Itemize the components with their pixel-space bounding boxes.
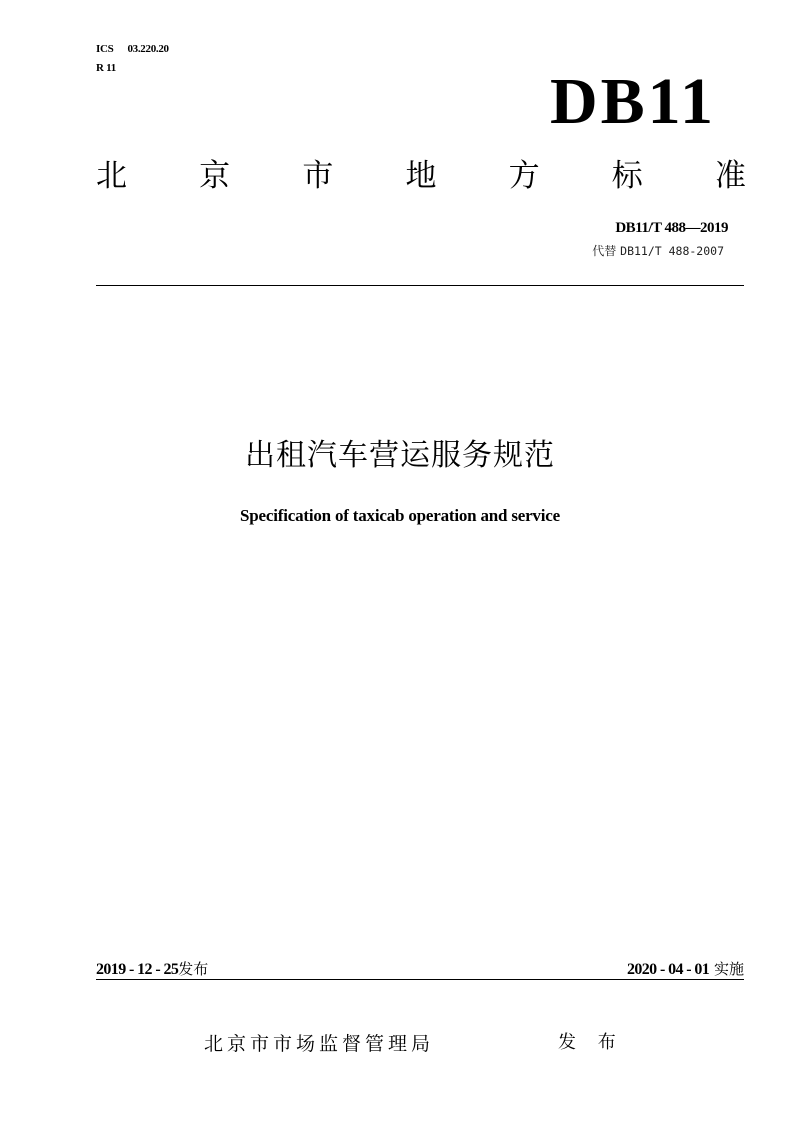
issue-date: 2019 - 12 - 25 bbox=[96, 961, 179, 978]
ics-label: ICS bbox=[96, 43, 114, 55]
implementation-date-line bbox=[627, 958, 744, 981]
bottom-divider bbox=[96, 979, 744, 980]
ccs-label: R bbox=[96, 62, 104, 74]
issuer-name: 北京市市场监督管理局 bbox=[204, 1033, 435, 1055]
standard-type-char: 方 bbox=[508, 158, 540, 194]
document-title-en: Specification of taxicab operation and service bbox=[240, 506, 560, 525]
standard-number: DB11/T 488—2019 bbox=[615, 220, 728, 236]
ccs-value: 11 bbox=[106, 62, 116, 74]
top-divider bbox=[96, 285, 744, 286]
ics-value: 03.220.20 bbox=[127, 43, 169, 55]
ics-row bbox=[96, 42, 169, 61]
standard-type-char: 地 bbox=[405, 158, 437, 194]
standard-type-char: 准 bbox=[714, 158, 746, 194]
standard-type-char: 京 bbox=[199, 158, 231, 194]
issue-word: 发布 bbox=[178, 960, 209, 978]
classification-block bbox=[96, 42, 169, 80]
db-logo: DB11 bbox=[549, 65, 716, 138]
ccs-row bbox=[96, 61, 169, 80]
standard-type-char: 市 bbox=[302, 158, 334, 194]
standard-type-char: 标 bbox=[611, 158, 643, 194]
replaces-label: 代替 bbox=[592, 244, 617, 258]
document-title-zh: 出租汽车营运服务规范 bbox=[245, 438, 555, 473]
implementation-date: 2020 - 04 - 01 bbox=[626, 961, 710, 978]
issuer-action: 发 布 bbox=[558, 1032, 624, 1053]
standard-type-char: 北 bbox=[96, 158, 127, 194]
standard-type-title bbox=[96, 156, 746, 196]
issue-date-line bbox=[96, 958, 208, 981]
replaces-value: DB11/T 488-2007 bbox=[620, 244, 724, 258]
replaces-line bbox=[592, 242, 724, 260]
implementation-word: 实施 bbox=[713, 960, 744, 978]
